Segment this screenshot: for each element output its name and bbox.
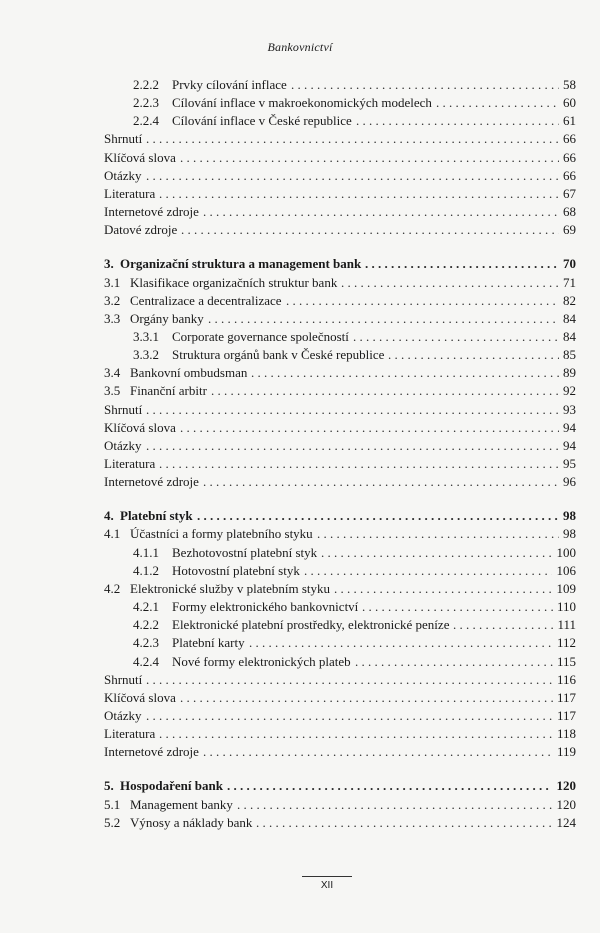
toc-entry-number: 4.1.2	[133, 562, 159, 578]
toc-entry-page: 89	[563, 365, 576, 381]
dot-leader	[388, 346, 559, 364]
toc-entry-page: 68	[563, 204, 576, 220]
toc-entry-number: 3.5	[104, 383, 121, 399]
toc-entry	[0, 310, 600, 328]
toc-entry	[0, 814, 600, 832]
toc-entry-page: 58	[563, 77, 576, 92]
dot-leader	[237, 796, 552, 814]
toc-entry	[0, 598, 600, 616]
dot-leader	[334, 580, 552, 598]
toc-entry-number: 5.1	[104, 796, 121, 812]
toc-entry-page: 60	[563, 95, 576, 111]
toc-entry-page: 94	[563, 437, 576, 453]
toc-entry	[0, 707, 600, 725]
toc-entry-title: Výnosy a náklady bank	[130, 814, 253, 830]
toc-entry-page: 115	[556, 653, 576, 669]
dot-leader	[159, 185, 559, 203]
toc-entry	[0, 473, 600, 491]
dot-leader	[146, 671, 553, 689]
toc-entry-title: Finanční arbitr	[130, 383, 207, 399]
toc-entry-number: 2.2.3	[133, 95, 159, 111]
toc-entry-page: 94	[563, 419, 576, 435]
toc-entry	[0, 274, 600, 292]
toc-entry-title: Platební styk	[120, 508, 193, 524]
dot-leader	[197, 507, 559, 525]
toc-entry-page: 96	[563, 474, 576, 490]
toc-entry-page: 95	[563, 456, 576, 471]
toc-entry-title: Otázky	[104, 437, 142, 453]
toc-entry-title: Datové zdroje	[104, 222, 178, 238]
dot-leader	[317, 525, 559, 543]
toc-entry	[0, 364, 600, 382]
toc-entry-number: 4.	[104, 508, 114, 524]
toc-entry-title: Elektronické služby v platebním styku	[130, 580, 331, 596]
toc-entry	[0, 346, 600, 364]
toc-entry-title: Centralizace a decentralizace	[130, 292, 282, 308]
dot-leader	[291, 76, 559, 94]
toc-entry-title: Otázky	[104, 707, 142, 723]
toc-entry-title: Platební karty	[172, 635, 245, 651]
dot-leader	[365, 255, 559, 273]
toc-entry	[0, 796, 600, 814]
toc-entry-title: Literatura	[104, 456, 156, 471]
dot-leader	[355, 653, 553, 671]
dot-leader	[180, 419, 559, 437]
toc-entry-number: 3.	[104, 256, 114, 272]
toc-entry	[0, 507, 600, 525]
toc-entry-title: Klasifikace organizačních struktur bank	[130, 274, 338, 290]
toc-entry-number: 5.	[104, 778, 114, 794]
dot-leader	[256, 814, 552, 832]
toc-entry-number: 2.2.2	[133, 77, 159, 92]
toc-entry-title: Struktura orgánů bank v České republice	[172, 347, 385, 363]
toc-entry	[0, 292, 600, 310]
dot-leader	[286, 292, 559, 310]
toc-entry-page: 120	[556, 796, 576, 812]
dot-leader	[211, 382, 559, 400]
dot-leader	[208, 310, 559, 328]
toc-entry	[0, 653, 600, 671]
toc-entry-title: Hotovostní platební styk	[172, 562, 300, 578]
toc-entry	[0, 671, 600, 689]
toc-entry-page: 98	[563, 526, 576, 542]
running-header: Bankovnictví	[267, 40, 333, 54]
toc-entry-number: 3.3.2	[133, 347, 159, 363]
toc-entry	[0, 130, 600, 148]
dot-leader	[362, 598, 553, 616]
toc-entry-page: 118	[556, 726, 576, 742]
toc-entry-title: Cílování inflace v České republice	[172, 113, 352, 129]
toc-entry	[0, 94, 600, 112]
toc-entry-page: 67	[563, 185, 576, 201]
toc-entry-page: 110	[556, 599, 576, 614]
dot-leader	[146, 707, 553, 725]
dot-leader	[181, 221, 559, 239]
toc-entry	[0, 203, 600, 221]
toc-entry-title: Literatura	[104, 726, 156, 742]
toc-entry	[0, 401, 600, 419]
toc-entry	[0, 112, 600, 130]
dot-leader	[146, 401, 559, 419]
toc-entry-number: 2.2.4	[133, 113, 159, 129]
toc-entry-page: 71	[563, 274, 576, 290]
toc-entry-title: Nové formy elektronických plateb	[172, 653, 351, 669]
toc-entry-page: 100	[556, 544, 576, 560]
toc-entry	[0, 634, 600, 652]
toc-entry-page: 82	[563, 292, 576, 308]
toc-entry-page: 119	[556, 744, 576, 760]
toc-entry	[0, 149, 600, 167]
toc-entry-title: Organizační struktura a management bank	[120, 256, 362, 272]
dot-leader	[251, 364, 559, 382]
toc-entry-title: Internetové zdroje	[104, 204, 199, 220]
toc-entry	[0, 616, 600, 634]
toc-entry	[0, 328, 600, 346]
dot-leader	[203, 473, 559, 491]
dot-leader	[159, 455, 559, 473]
toc-entry	[0, 437, 600, 455]
dot-leader	[203, 203, 559, 221]
toc-entry	[0, 580, 600, 598]
dot-leader	[353, 328, 559, 346]
toc-entry-number: 5.2	[104, 814, 121, 830]
toc-entry-title: Shrnutí	[104, 671, 143, 687]
dot-leader	[304, 562, 552, 580]
dot-leader	[453, 616, 553, 634]
toc-entry-number: 3.3	[104, 310, 121, 326]
toc-entry	[0, 76, 600, 94]
dot-leader	[321, 544, 552, 562]
toc-entry-title: Cílování inflace v makroekonomických modelech	[172, 95, 432, 111]
toc-entry-page: 93	[563, 401, 576, 417]
toc-entry-title: Elektronické platební prostředky, elektronické peníze	[172, 617, 450, 633]
toc-entry-page: 98	[563, 508, 576, 524]
toc-entry-number: 4.2.2	[133, 617, 159, 633]
toc-entry-page: 69	[563, 222, 576, 238]
toc-entry-number: 3.3.1	[133, 329, 159, 344]
toc-entry-title: Hospodaření bank	[120, 778, 223, 794]
dot-leader	[227, 777, 552, 795]
toc-entry-number: 4.2.1	[133, 599, 159, 614]
toc-entry-page: 111	[557, 617, 576, 633]
toc-entry-number: 4.1.1	[133, 544, 159, 560]
dot-leader	[159, 725, 553, 743]
dot-leader	[146, 437, 559, 455]
toc-entry-title: Management banky	[130, 796, 233, 812]
toc-entry-title: Internetové zdroje	[104, 474, 199, 490]
toc-entry	[0, 185, 600, 203]
toc-entry-number: 4.1	[104, 526, 121, 542]
toc-entry-page: 61	[563, 113, 576, 129]
toc-entry-title: Shrnutí	[104, 401, 143, 417]
toc-entry-number: 4.2.4	[133, 653, 159, 669]
toc-entry-page: 84	[563, 329, 576, 344]
toc-entry-title: Prvky cílování inflace	[172, 77, 287, 92]
toc-entry-page: 66	[563, 149, 576, 165]
toc-entry	[0, 689, 600, 707]
toc-entry-title: Literatura	[104, 185, 156, 201]
toc-entry-title: Internetové zdroje	[104, 744, 199, 760]
toc-entry	[0, 382, 600, 400]
toc-entry-page: 109	[556, 580, 576, 596]
toc-entry	[0, 525, 600, 543]
toc-entry	[0, 255, 600, 273]
toc-entry	[0, 221, 600, 239]
toc-entry	[0, 455, 600, 473]
toc-entry-page: 124	[556, 814, 576, 830]
dot-leader	[436, 94, 559, 112]
toc-entry-title: Klíčová slova	[104, 419, 176, 435]
toc-entry	[0, 777, 600, 795]
footer-rule	[302, 876, 352, 877]
dot-leader	[180, 689, 553, 707]
toc-entry	[0, 419, 600, 437]
toc-entry-title: Formy elektronického bankovnictví	[172, 599, 359, 614]
toc-entry-page: 84	[563, 310, 576, 326]
toc-entry-title: Bankovní ombudsman	[130, 365, 248, 381]
toc-entry-title: Shrnutí	[104, 131, 143, 147]
toc-entry-page: 117	[556, 689, 576, 705]
toc-entry-page: 70	[563, 256, 576, 272]
toc-entry-title: Klíčová slova	[104, 149, 176, 165]
dot-leader	[180, 149, 559, 167]
toc-entry-page: 116	[556, 671, 576, 687]
toc-entry-number: 4.2	[104, 580, 121, 596]
dot-leader	[249, 634, 553, 652]
toc-entry-page: 66	[563, 131, 576, 147]
toc-entry-page: 106	[556, 562, 576, 578]
toc-entry-title: Účastníci a formy platebního styku	[130, 526, 313, 542]
toc-entry	[0, 544, 600, 562]
dot-leader	[146, 167, 559, 185]
dot-leader	[341, 274, 559, 292]
toc-entry-number: 3.2	[104, 292, 121, 308]
dot-leader	[203, 743, 553, 761]
toc-entry-page: 117	[556, 707, 576, 723]
toc-entry-page: 66	[563, 167, 576, 183]
toc-entry-page: 85	[563, 347, 576, 363]
page-number-footer: XII	[320, 880, 334, 891]
dot-leader	[146, 130, 559, 148]
toc-entry	[0, 725, 600, 743]
dot-leader	[356, 112, 559, 130]
toc-entry-title: Otázky	[104, 167, 142, 183]
toc-entry-title: Corporate governance společností	[172, 329, 349, 344]
toc-entry-number: 3.1	[104, 274, 121, 290]
toc-entry	[0, 743, 600, 761]
toc-entry-page: 112	[556, 635, 576, 651]
toc-entry-number: 3.4	[104, 365, 121, 381]
toc-entry-page: 92	[563, 383, 576, 399]
toc-entry-title: Klíčová slova	[104, 689, 176, 705]
toc-entry	[0, 562, 600, 580]
toc-entry-title: Bezhotovostní platební styk	[172, 544, 318, 560]
toc-entry-page: 120	[556, 778, 576, 794]
toc-entry	[0, 167, 600, 185]
toc-entry-number: 4.2.3	[133, 635, 159, 651]
toc-entry-title: Orgány banky	[130, 310, 204, 326]
